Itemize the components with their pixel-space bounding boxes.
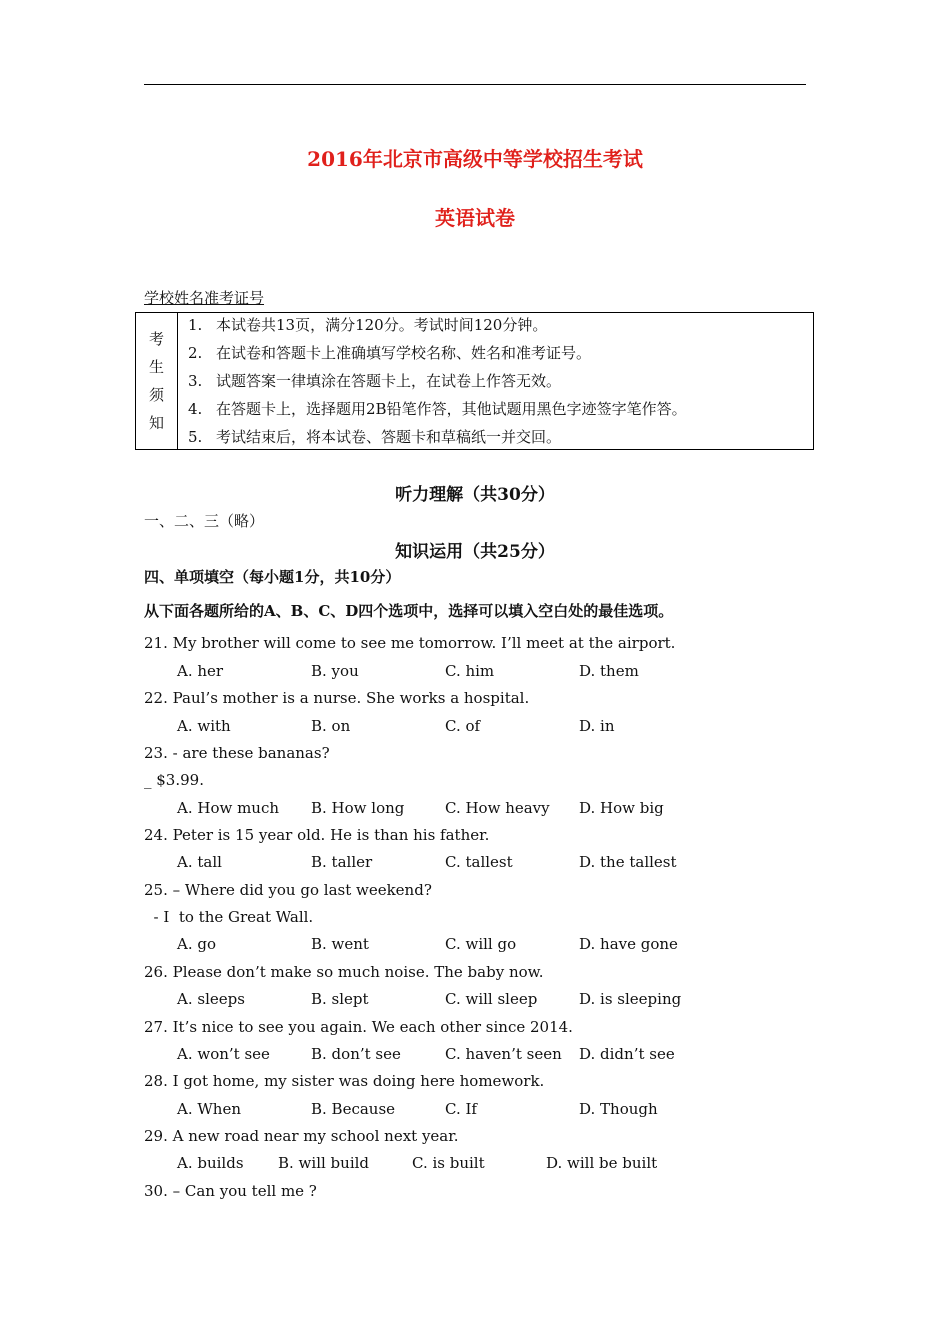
option-d: D. Though [579, 1100, 658, 1118]
notice-item-number: 2. [188, 344, 203, 362]
question-stem: 22. Paul’s mother is a nurse. She works a hospital. [144, 689, 530, 707]
option-a: A. go [177, 935, 217, 953]
notice-item [188, 341, 687, 369]
option-c: C. will go [445, 935, 517, 953]
option-c: C. will sleep [445, 990, 538, 1008]
notice-items [188, 313, 687, 453]
option-b: B. taller [311, 853, 373, 871]
listening-note: 一、二、三（略） [144, 512, 265, 530]
student-info-line: 学校姓名准考证号 [144, 289, 265, 307]
part-four-heading: 四、单项填空（每小题1分，共10分） [144, 568, 401, 586]
option-c: C. him [445, 662, 495, 680]
option-b: B. Because [311, 1100, 396, 1118]
option-a: A. tall [177, 853, 222, 871]
options-row [177, 990, 777, 1010]
options-row [177, 1045, 777, 1065]
option-a: A. builds [177, 1154, 244, 1172]
option-a: A. sleeps [177, 990, 245, 1008]
option-c: C. of [445, 717, 481, 735]
option-b: B. went [311, 935, 369, 953]
notice-label-char: 生 [148, 358, 164, 376]
notice-label-char: 须 [148, 386, 164, 404]
question-stem: 29. A new road near my school next year. [144, 1127, 459, 1145]
option-d: D. didn’t see [579, 1045, 675, 1063]
notice-item-text: 本试卷共13页，满分120分。考试时间120分钟。 [216, 316, 548, 334]
exam-subtitle: 英语试卷 [435, 206, 515, 230]
notice-item-text: 考试结束后，将本试卷、答题卡和草稿纸一并交回。 [216, 428, 562, 446]
notice-label [136, 313, 178, 449]
notice-item-number: 3. [188, 372, 203, 390]
question-stem: 23. - are these bananas? [144, 744, 330, 762]
notice-label-char: 知 [148, 414, 164, 432]
option-d: D. them [579, 662, 639, 680]
option-d: D. the tallest [579, 853, 677, 871]
option-b: B. don’t see [311, 1045, 401, 1063]
options-row [177, 799, 777, 819]
options-row [177, 1100, 777, 1120]
option-b: B. slept [311, 990, 369, 1008]
notice-item [188, 397, 687, 425]
options-row [177, 717, 777, 737]
question-stem: 27. It’s nice to see you again. We each other since 2014. [144, 1018, 573, 1036]
question-answer-line: - I to the Great Wall. [144, 908, 314, 926]
question-stem: 26. Please don’t make so much noise. The baby now. [144, 963, 544, 981]
notice-item [188, 425, 687, 453]
listening-heading: 听力理解（共30分） [395, 485, 555, 505]
option-a: A. with [177, 717, 231, 735]
notice-item-text: 试题答案一律填涂在答题卡上，在试卷上作答无效。 [216, 372, 562, 390]
option-a: A. How much [177, 799, 280, 817]
question-stem: 25. – Where did you go last weekend? [144, 881, 432, 899]
option-c: C. tallest [445, 853, 513, 871]
option-b: B. will build [278, 1154, 370, 1172]
option-c: C. is built [412, 1154, 485, 1172]
notice-item-number: 5. [188, 428, 203, 446]
option-c: C. If [445, 1100, 477, 1118]
question-stem: 21. My brother will come to see me tomorrow. I’ll meet at the airport. [144, 634, 676, 652]
notice-item-text: 在答题卡上，选择题用2B铅笔作答，其他试题用黑色字迹签字笔作答。 [216, 400, 687, 418]
option-d: D. How big [579, 799, 664, 817]
question-answer-line: _ $3.99. [144, 771, 204, 789]
question-stem: 30. – Can you tell me ? [144, 1182, 317, 1200]
option-d: D. is sleeping [579, 990, 682, 1008]
option-d: D. have gone [579, 935, 678, 953]
options-row [177, 662, 777, 682]
notice-item [188, 369, 687, 397]
notice-item [188, 313, 687, 341]
exam-title: 2016年北京市高级中等学校招生考试 [307, 147, 643, 171]
notice-item-text: 在试卷和答题卡上准确填写学校名称、姓名和准考证号。 [216, 344, 592, 362]
instruction-text: 从下面各题所给的A、B、C、D四个选项中，选择可以填入空白处的最佳选项。 [144, 602, 674, 620]
knowledge-heading: 知识运用（共25分） [395, 542, 555, 562]
notice-item-number: 1. [188, 316, 203, 334]
notice-label-char: 考 [148, 330, 164, 348]
option-b: B. you [311, 662, 359, 680]
option-a: A. her [177, 662, 224, 680]
option-b: B. How long [311, 799, 405, 817]
option-b: B. on [311, 717, 351, 735]
option-c: C. How heavy [445, 799, 550, 817]
notice-item-number: 4. [188, 400, 203, 418]
option-a: A. When [177, 1100, 241, 1118]
option-d: D. will be built [546, 1154, 658, 1172]
question-stem: 24. Peter is 15 year old. He is than his father. [144, 826, 490, 844]
option-d: D. in [579, 717, 615, 735]
options-row [177, 853, 777, 873]
options-row [177, 935, 777, 955]
option-a: A. won’t see [177, 1045, 270, 1063]
options-row [177, 1154, 777, 1174]
question-stem: 28. I got home, my sister was doing here homework. [144, 1072, 545, 1090]
notice-box [135, 312, 814, 450]
option-c: C. haven’t seen [445, 1045, 562, 1063]
header-rule [144, 84, 806, 85]
